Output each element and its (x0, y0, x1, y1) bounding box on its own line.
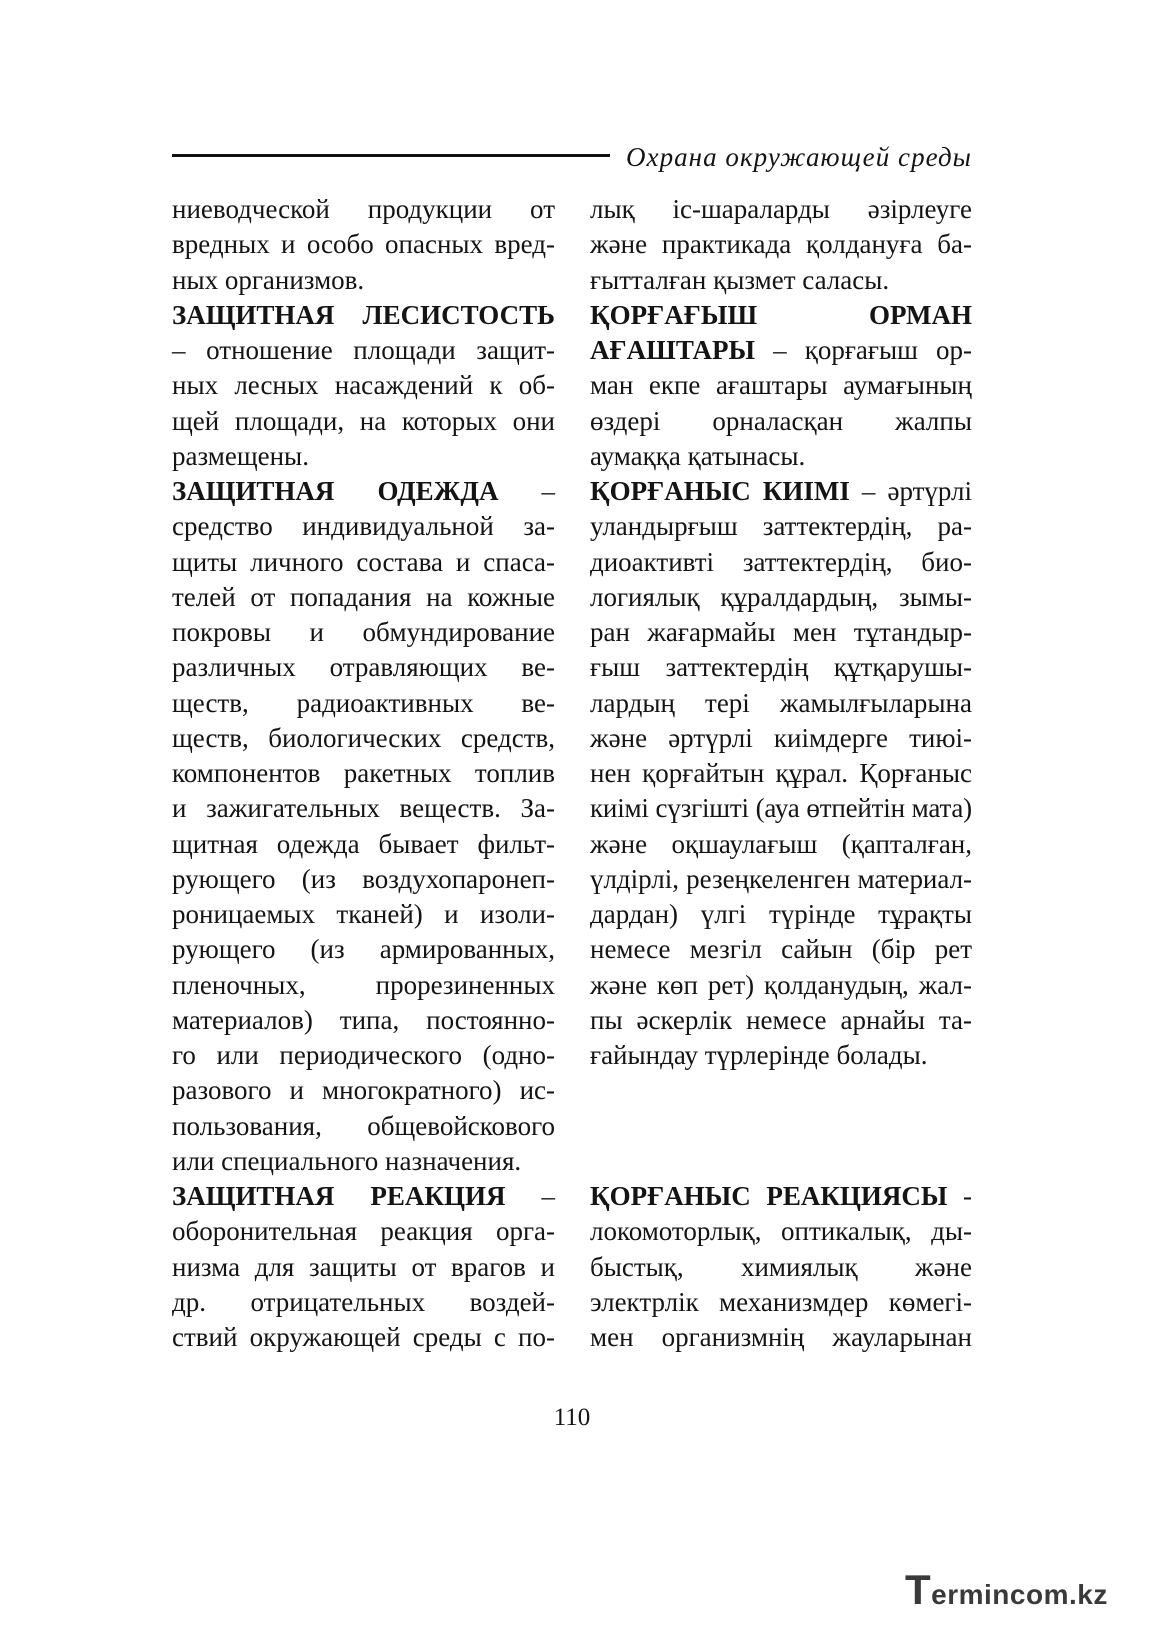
text-line (172, 1320, 555, 1355)
line-text: және әртүрлі киімдерге тиюі- (590, 722, 972, 753)
line-text: различных отравляющих ве- (172, 652, 555, 683)
text-line (590, 333, 972, 368)
line-text: – отношение площади защит- (172, 335, 555, 365)
term-heading: ЗАЩИТНАЯ ОДЕЖДА (172, 476, 499, 506)
line-text: ран жағармайы мен тұтандыр- (590, 617, 972, 647)
line-text: быстық, химиялық және (590, 1251, 972, 1282)
text-line (590, 968, 972, 1003)
line-text: роницаемых тканей) и изоли- (172, 899, 555, 929)
text-line (590, 1003, 972, 1038)
line-text: телей от попадания на кожные (172, 581, 555, 612)
text-line (590, 827, 972, 862)
text-line (590, 368, 972, 403)
line-text: – қорғағыш ор- (773, 335, 972, 365)
term-heading: ҚОРҒАНЫС РЕАКЦИЯСЫ (590, 1181, 948, 1211)
line-text: электрлік механизмдер көмегі- (590, 1286, 972, 1317)
line-text: рующего (из армированных, (172, 934, 555, 965)
line-text: др. отрицательных воздей- (172, 1286, 555, 1317)
text-line (590, 227, 972, 262)
header-rule (172, 154, 610, 157)
text-line (172, 686, 555, 721)
line-text: низма для защиты от врагов и (172, 1251, 555, 1282)
text-line (590, 1179, 972, 1214)
line-text: ных лесных насаждений к об- (172, 370, 555, 401)
text-line (172, 368, 555, 403)
line-text: үлдірлі, резеңкеленген материал- (590, 863, 972, 894)
text-line (172, 1144, 555, 1179)
line-text: лық іс-шараларды әзірлеуге (590, 194, 972, 224)
text-line (172, 756, 555, 791)
text-line (172, 968, 555, 1003)
line-text: – (541, 476, 556, 506)
text-line (590, 791, 972, 826)
text-line (590, 263, 972, 298)
line-text: ствий окружающей среды с по- (172, 1322, 555, 1352)
line-text: ғайындау түрлерінде болады. (590, 1040, 928, 1070)
text-line (590, 192, 972, 227)
line-text: пы әскерлік немесе арнайы та- (590, 1004, 972, 1035)
line-text: уландырғыш заттектердің, ра- (590, 511, 972, 542)
running-title: Охрана окружающей среды (626, 142, 972, 172)
text-line (172, 650, 555, 685)
text-line (172, 298, 555, 333)
text-line (590, 1250, 972, 1285)
line-text: және оқшаулағыш (қапталған, (590, 828, 972, 859)
term-heading: ҚОРҒАҒЫШ ОРМАН (590, 299, 972, 330)
text-line (172, 1250, 555, 1285)
text-line (590, 580, 972, 615)
text-line (590, 1038, 972, 1073)
text-line (172, 791, 555, 826)
text-line (590, 509, 972, 544)
text-line (590, 1320, 972, 1355)
term-heading: ҚОРҒАНЫС КИІМІ (590, 476, 850, 506)
term-heading: ЗАЩИТНАЯ РЕАКЦИЯ (172, 1181, 506, 1211)
page-number: 110 (553, 1404, 591, 1431)
line-text: киімі сүзгішті (ауа өтпейтін мата) (590, 793, 972, 824)
text-line (172, 509, 555, 544)
text-line (590, 404, 972, 439)
text-line (172, 545, 555, 580)
line-text: и зажигательных веществ. За- (172, 793, 555, 824)
text-line (172, 227, 555, 262)
line-text: материалов) типа, постоянно- (172, 1004, 555, 1035)
text-line (172, 897, 555, 932)
line-text: средство индивидуальной за- (172, 511, 555, 542)
line-text: ман екпе ағаштары аумағының (590, 370, 972, 401)
line-text: вредных и особо опасных вред- (172, 229, 555, 260)
line-text: және практикада қолдануға ба- (590, 229, 972, 260)
line-text: диоактивті заттектердің, био- (590, 546, 972, 577)
site-watermark: Termincom.kz (905, 1566, 1108, 1613)
line-text: размещены. (172, 440, 309, 471)
text-line (590, 932, 972, 967)
line-text: ниеводческой продукции от (172, 194, 555, 224)
line-text: компонентов ракетных топлив (172, 758, 555, 788)
line-text: покровы и обмундирование (172, 617, 555, 647)
text-line (590, 650, 972, 685)
text-line (172, 1109, 555, 1144)
line-text: го или периодического (одно- (172, 1040, 555, 1070)
text-line (172, 474, 555, 509)
line-text: щитная одежда бывает фильт- (172, 828, 555, 859)
text-line (590, 298, 972, 333)
line-text: дардан) үлгі түрінде тұрақты (590, 899, 972, 929)
text-line (172, 827, 555, 862)
line-text: или специального назначения. (172, 1145, 522, 1176)
line-text: ществ, биологических средств, (172, 722, 555, 753)
left-column (172, 192, 555, 1355)
line-text: мен организмнің жауларынан (590, 1322, 972, 1352)
line-text: ғыш заттектердің құтқарушы- (590, 652, 972, 683)
term-heading: ЗАЩИТНАЯ ЛЕСИСТОСТЬ (172, 299, 555, 330)
text-line (172, 580, 555, 615)
text-line (172, 1285, 555, 1320)
text-line (172, 1214, 555, 1249)
line-text: аумаққа қатынасы. (590, 440, 806, 471)
text-line (172, 263, 555, 298)
text-line (172, 439, 555, 474)
line-text: нен қорғайтын құрал. Қорғаныс (590, 758, 972, 788)
line-text: щиты личного состава и спаса- (172, 546, 555, 577)
text-line (172, 333, 555, 368)
line-text: ществ, радиоактивных ве- (172, 687, 555, 718)
line-text: пленочных, прорезиненных (172, 969, 555, 1000)
line-text: немесе мезгіл сайын (бір рет (590, 934, 972, 965)
line-text: - (963, 1181, 972, 1211)
text-line (590, 615, 972, 650)
text-line (172, 1003, 555, 1038)
line-text: лардың тері жамылғыларына (590, 687, 972, 718)
right-column-bottom (590, 1179, 972, 1355)
text-line (172, 404, 555, 439)
line-text: өздері орналасқан жалпы (590, 405, 972, 436)
text-line (172, 932, 555, 967)
text-line (590, 474, 972, 509)
line-text: ғытталған қызмет саласы. (590, 264, 890, 295)
text-line (172, 1179, 555, 1214)
text-line (590, 1214, 972, 1249)
text-line (590, 439, 972, 474)
text-line (590, 862, 972, 897)
line-text: локомоторлық, оптикалық, ды- (590, 1216, 972, 1247)
line-text: щей площади, на которых они (172, 405, 555, 436)
text-line (590, 686, 972, 721)
line-text: және көп рет) қолданудың, жал- (590, 969, 972, 1000)
right-column-top (590, 192, 972, 1073)
text-line (172, 1038, 555, 1073)
text-line (590, 756, 972, 791)
text-line (590, 1285, 972, 1320)
text-line (590, 721, 972, 756)
line-text: логиялық құралдардың, зымы- (590, 581, 972, 612)
line-text: – (541, 1181, 555, 1211)
text-line (172, 1073, 555, 1108)
line-text: оборонительная реакция орга- (172, 1216, 555, 1247)
line-text: – әртүрлі (861, 476, 973, 506)
text-line (590, 897, 972, 932)
line-text: разового и многократного) ис- (172, 1075, 555, 1106)
text-line (172, 615, 555, 650)
text-line (172, 721, 555, 756)
text-line (590, 545, 972, 580)
text-line (172, 862, 555, 897)
line-text: ных организмов. (172, 264, 365, 295)
text-line (172, 192, 555, 227)
term-heading: АҒАШТАРЫ (590, 335, 755, 365)
line-text: пользования, общевойскового (172, 1110, 555, 1141)
line-text: рующего (из воздухопаронеп- (172, 863, 555, 894)
